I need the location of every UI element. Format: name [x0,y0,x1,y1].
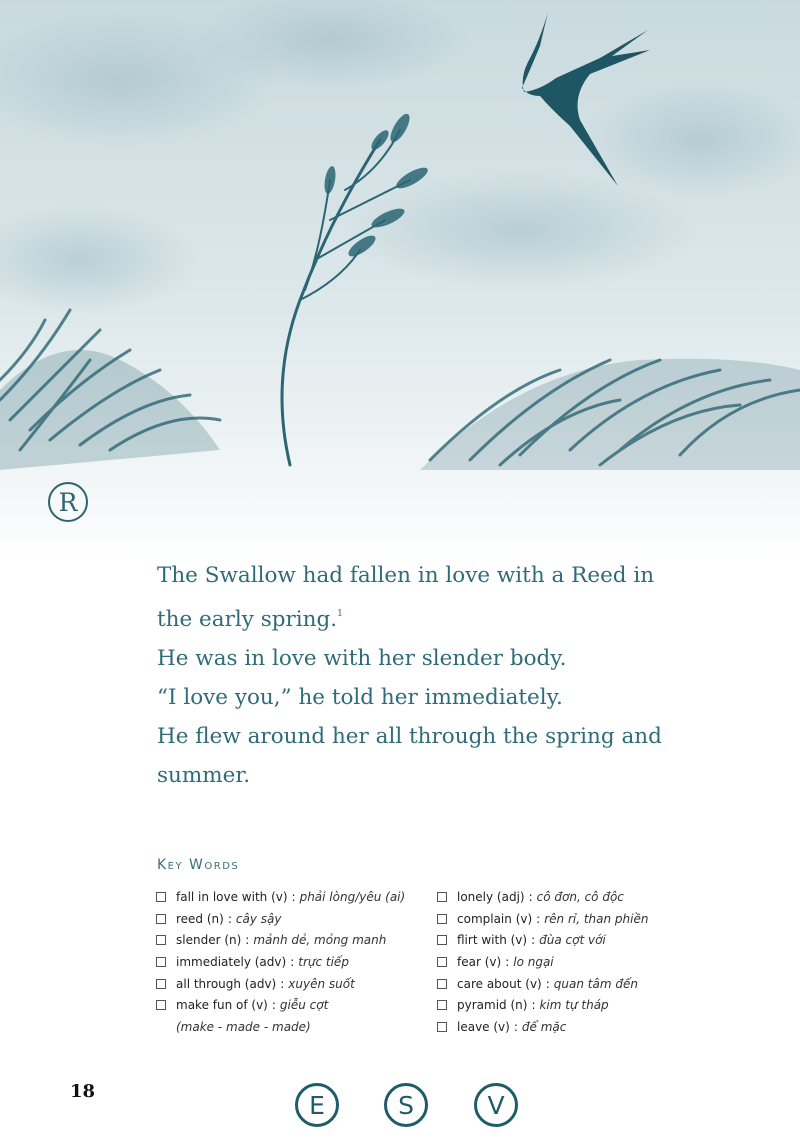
story-line: The Swallow had fallen in love with a Reed in [157,563,655,588]
footnote-mark: 1 [337,609,343,619]
key-word-item: reed (n) : cây sậy [156,908,446,930]
checkbox[interactable] [437,979,447,989]
key-word-item: immediately (adv) : trực tiếp [156,951,446,973]
key-word-meaning: xuyên suốt [288,976,355,991]
key-word-item: flirt with (v) : đùa cợt với [437,929,727,951]
esv-badge-v: V [474,1083,518,1127]
key-word-meaning: trực tiếp [298,954,349,969]
checkbox[interactable] [437,892,447,902]
key-word-item: leave (v) : để mặc [437,1016,727,1038]
key-words-left-column [156,886,446,1038]
key-words-right-column [437,886,727,1038]
key-word-item: complain (v) : rên rỉ, than phiền [437,908,727,930]
checkbox[interactable] [156,892,166,902]
key-word-term: complain (v) [457,911,533,926]
key-word-meaning: rên rỉ, than phiền [544,911,649,926]
checkbox[interactable] [156,979,166,989]
key-word-meaning: lo ngại [513,954,554,969]
key-word-item: lonely (adj) : cô đơn, cô độc [437,886,727,908]
key-word-meaning: giễu cợt [279,998,329,1013]
key-word-term: slender (n) [176,933,242,948]
key-word-meaning: quan tâm đến [553,976,638,991]
key-word-term: immediately (adv) [176,954,287,969]
checkbox[interactable] [156,935,166,945]
checkbox[interactable] [156,957,166,967]
checkbox[interactable] [156,914,166,924]
key-word-meaning: đùa cợt với [539,933,606,948]
story-line: the early spring.$^1$ [157,607,343,632]
key-word-term: all through (adv) [176,976,277,991]
key-word-term: flirt with (v) [457,933,528,948]
story-line: He flew around her all through the spring and [157,724,662,749]
swallow-reed-illustration [0,0,800,560]
checkbox[interactable] [437,1022,447,1032]
checkbox[interactable] [156,1000,166,1010]
esv-badge-s: S [384,1083,428,1127]
key-word-meaning: cô đơn, cô độc [536,889,624,904]
key-word-item: slender (n) : mảnh dẻ, mỏng manh [156,929,446,951]
key-word-item: fear (v) : lo ngại [437,951,727,973]
key-words-title: Key Words [157,857,240,873]
key-word-term: pyramid (n) [457,998,528,1013]
key-word-meaning: mảnh dẻ, mỏng manh [253,933,387,948]
checkbox[interactable] [437,935,447,945]
key-word-term: fall in love with (v) [176,889,288,904]
checkbox[interactable] [437,1000,447,1010]
key-word-note: (make - made - made) [176,1019,311,1034]
key-word-meaning: cây sậy [235,911,282,926]
key-word-item: pyramid (n) : kim tự tháp [437,994,727,1016]
key-word-term: fear (v) [457,954,502,969]
key-word-meaning: để mặc [521,1019,567,1034]
checkbox[interactable] [437,914,447,924]
key-word-meaning: phải lòng/yêu (ai) [299,889,406,904]
story-line: He was in love with her slender body. [157,646,567,671]
story-text [157,556,757,795]
story-line: summer. [157,763,251,788]
key-word-item: make fun of (v) : giễu cợt [156,994,446,1016]
key-word-term: make fun of (v) [176,998,268,1013]
key-word-item: all through (adv) : xuyên suốt [156,973,446,995]
badge-letter: R [58,487,78,517]
story-line: “I love you,” he told her immediately. [157,685,563,710]
key-word-term: lonely (adj) [457,889,525,904]
key-word-item: fall in love with (v) : phải lòng/yêu (ai) [156,886,446,908]
key-word-term: care about (v) [457,976,542,991]
key-word-term: leave (v) [457,1019,510,1034]
key-word-meaning: kim tự tháp [539,998,609,1013]
page-number: 18 [70,1081,96,1102]
key-word-item: care about (v) : quan tâm đến [437,973,727,995]
esv-badge-e: E [295,1083,339,1127]
checkbox[interactable] [437,957,447,967]
reading-section-badge [48,482,88,522]
key-word-term: reed (n) [176,911,224,926]
